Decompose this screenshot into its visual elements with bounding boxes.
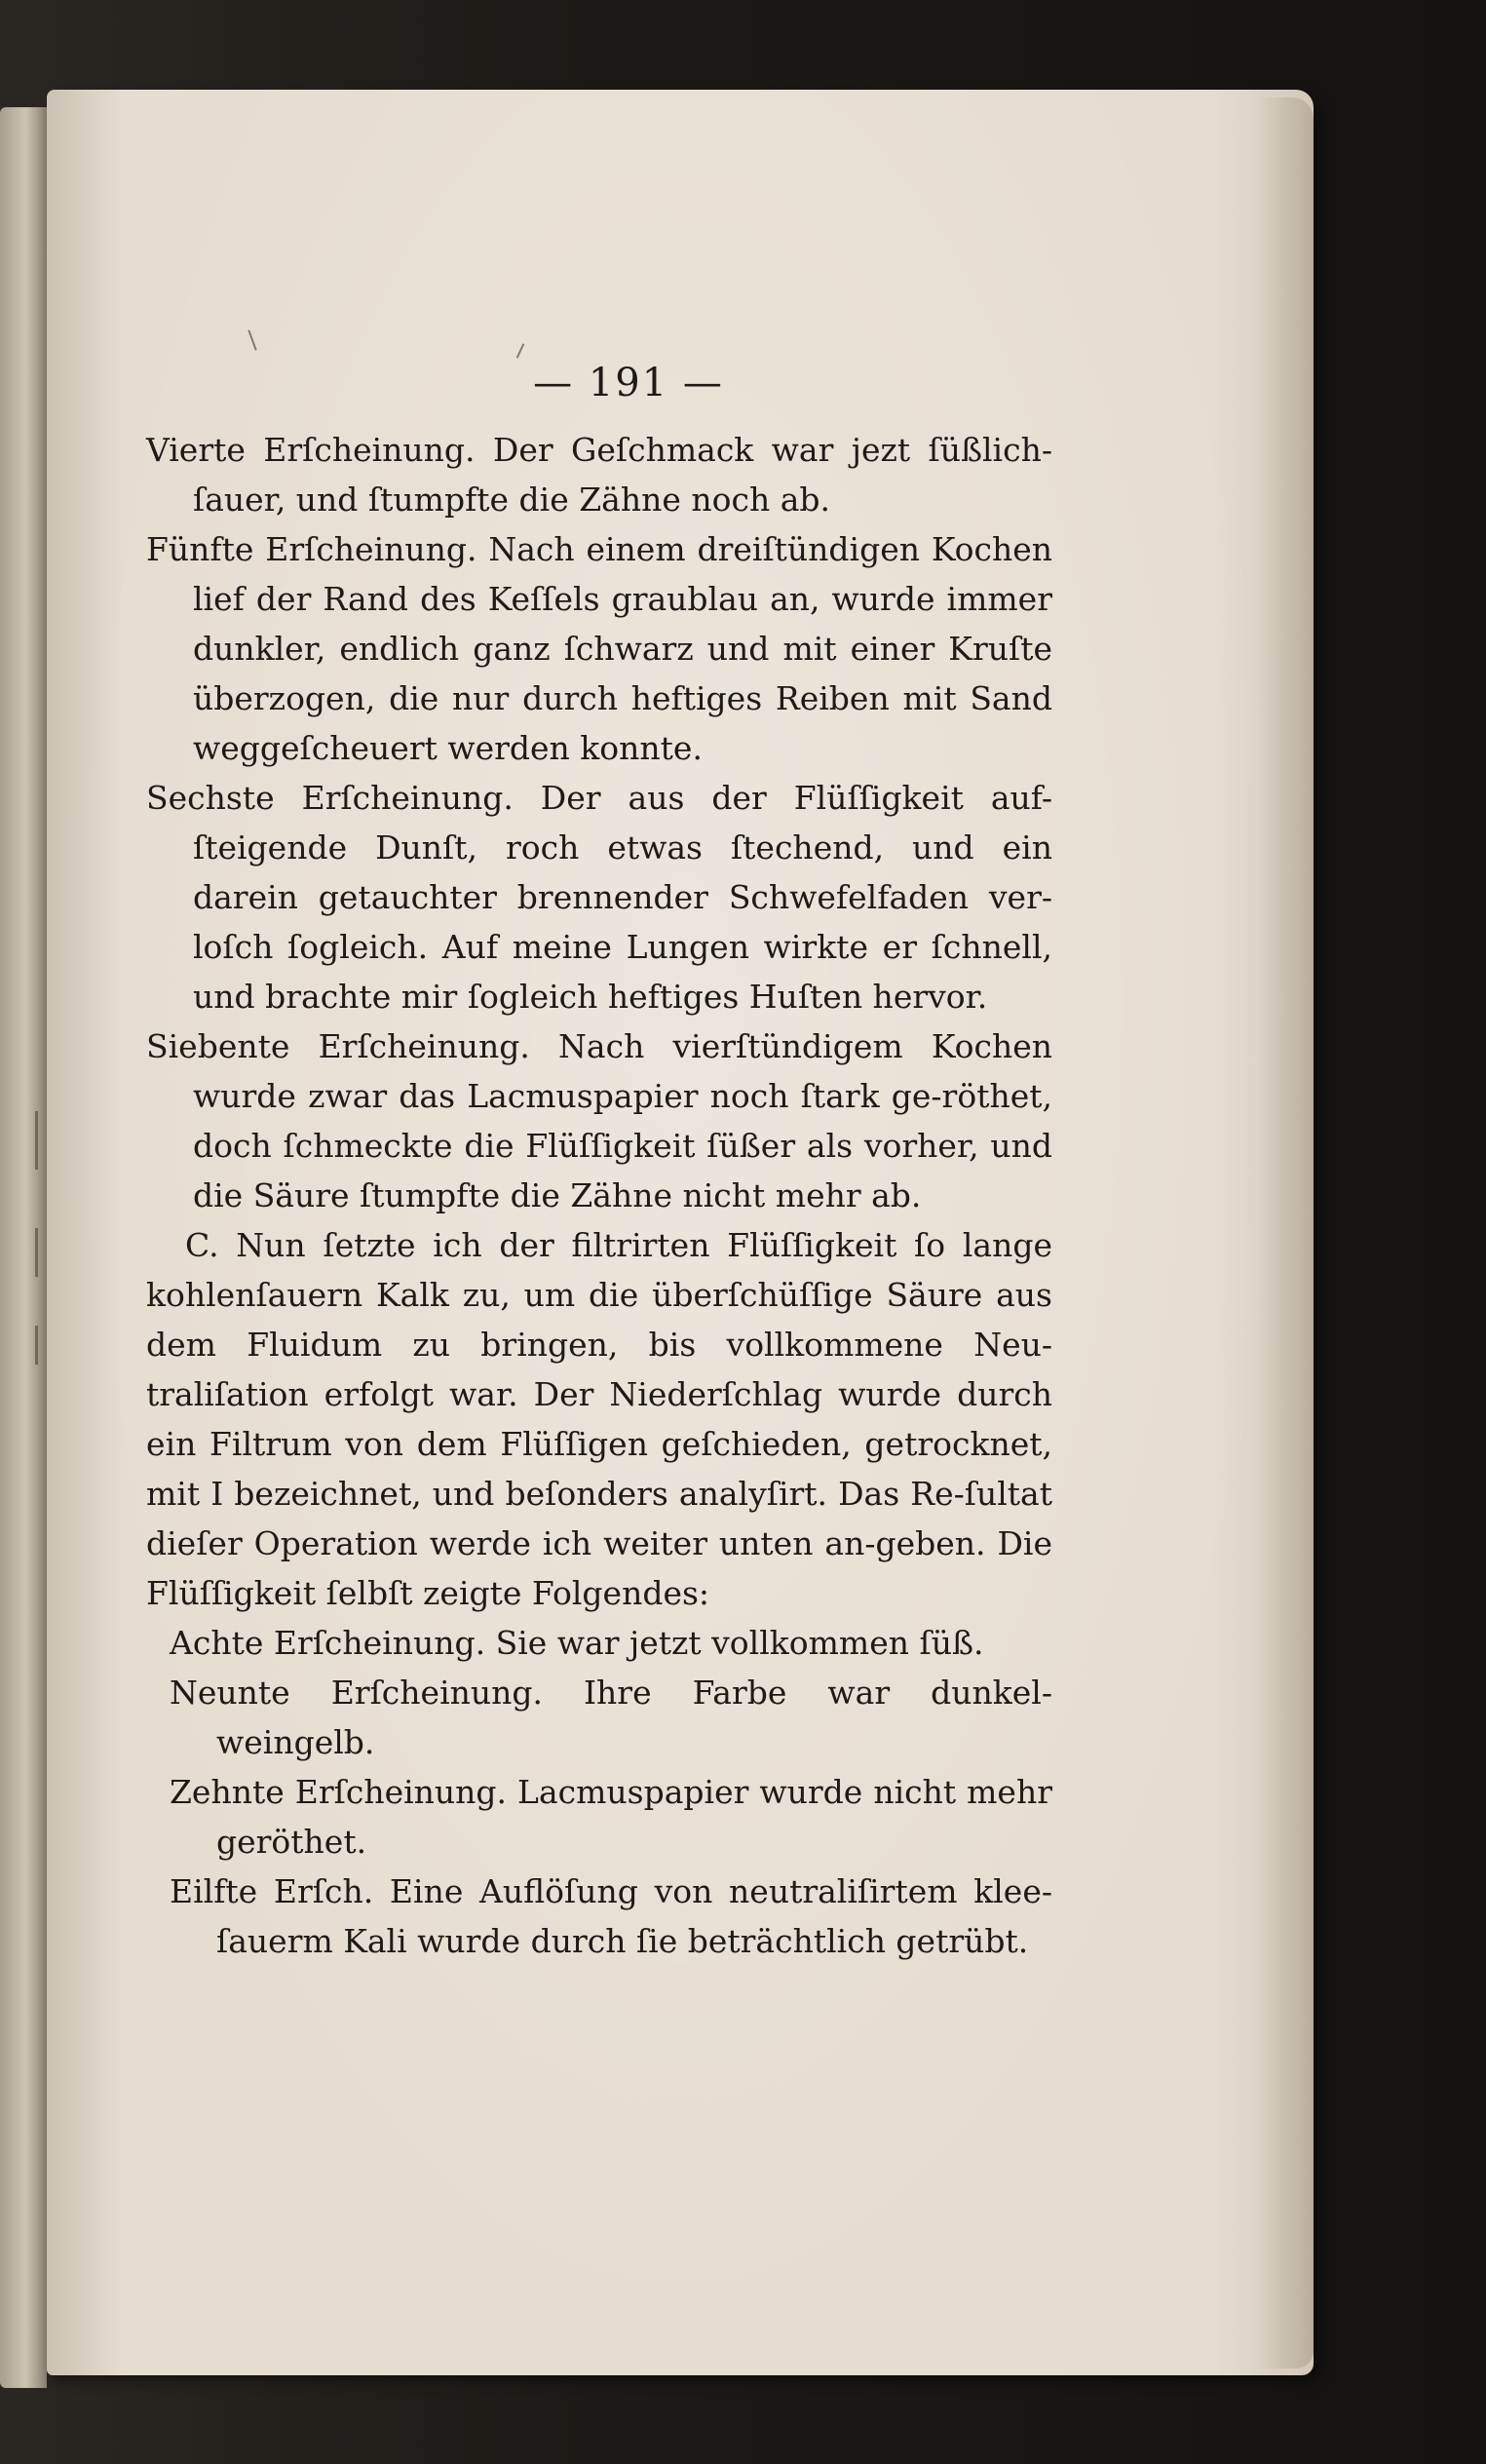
paper-mark — [35, 1228, 38, 1277]
paragraph-eilfte-erscheinung: Eilfte Erſch. Eine Auflöſung von neutraliſirtem klee-ſauerm Kali wurde durch ſie beträchtlich getrübt. — [170, 1872, 1052, 1960]
paragraph-fuenfte-erscheinung: Fünfte Erſcheinung. Nach einem dreiſtündigen Kochen lief der Rand des Keſſels graublau an, wurde immer dunkler, endlich ganz ſchwarz und mit einer Kruſte überzogen, die nur durch heftiges Reiben mit Sand weggeſcheuert werden konnte. — [146, 530, 1052, 767]
paragraph-neunte-erscheinung: Neunte Erſcheinung. Ihre Farbe war dunkel-weingelb. — [170, 1674, 1052, 1761]
paragraph-zehnte-erscheinung: Zehnte Erſcheinung. Lacmuspapier wurde nicht mehr geröthet. — [170, 1773, 1052, 1861]
paragraph-vierte-erscheinung: Vierte Erſcheinung. Der Geſchmack war jezt ſüßlich-ſauer, und ſtumpfte die Zähne noch ab. — [146, 431, 1052, 519]
page-number: — 191 — — [533, 361, 724, 405]
paragraph-sechste-erscheinung: Sechste Erſcheinung. Der aus der Flüſſigkeit auf-ſteigende Dunſt, roch etwas ſtechend, und ein darein getauchter brennender Schwefelfaden ver-loſch ſogleich. Auf meine Lungen wirkte er ſchnell, und brachte mir ſogleich heftiges Huſten hervor. — [146, 779, 1052, 1016]
paragraph-achte-erscheinung: Achte Erſcheinung. Sie war jetzt vollkommen ſüß. — [170, 1624, 984, 1662]
paragraph-siebente-erscheinung: Siebente Erſcheinung. Nach vierſtündigem Kochen wurde zwar das Lacmuspapier noch ſtark ge-röthet, doch ſchmeckte die Flüſſigkeit ſüßer als vorher, und die Säure ſtumpfte die Zähne nicht mehr ab. — [146, 1027, 1052, 1214]
page-text — [146, 425, 1052, 1966]
facing-page-edge — [0, 107, 47, 2388]
paper-mark — [35, 1326, 38, 1365]
paragraph-c-neutralisation: C. Nun ſetzte ich der filtrirten Flüſſigkeit ſo lange kohlenſauern Kalk zu, um die überſchüſſige Säure aus dem Fluidum zu bringen, bis vollkommene Neu-traliſation erfolgt war. Der Niederſchlag wurde durch ein Filtrum von dem Flüſſigen geſchieden, getrocknet, mit I bezeichnet, und beſonders analyſirt. Das Re-ſultat dieſer Operation werde ich weiter unten an-geben. Die Flüſſigkeit ſelbſt zeigte Folgendes: — [146, 1226, 1052, 1612]
page-content — [146, 361, 1052, 1966]
page-edge-shadow — [1257, 97, 1314, 2368]
paper-mark — [35, 1111, 38, 1170]
